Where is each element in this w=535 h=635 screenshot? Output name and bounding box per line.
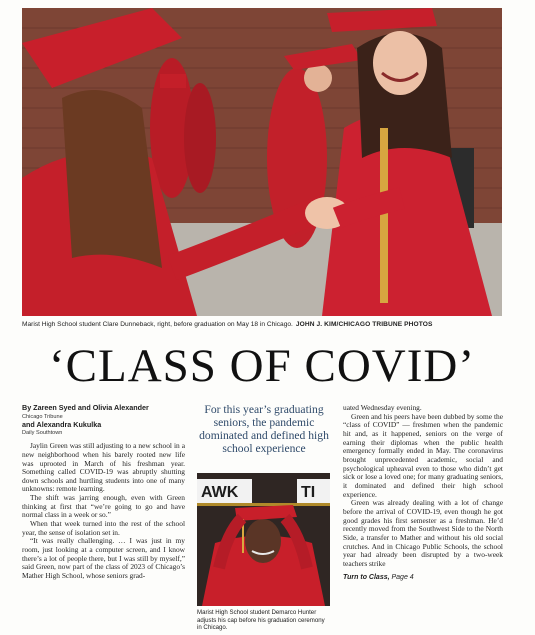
- paragraph: The shift was jarring enough, even with Green thinking at first that “we’re going to go and have normal class in a week or so.”: [22, 493, 185, 520]
- sign-text: AWK: [201, 484, 239, 501]
- lead-photo-caption-text: Marist High School student Clare Dunneback, right, before graduation on May 18 in Chicago.: [22, 321, 293, 328]
- paragraph: Jaylin Green was still adjusting to a new school in a new neighborhood when his barely rooted new life was uprooted in March of his freshman year. Something called COVID-19 was abruptly shutting down schools and hurtling students into one of many unknowns: remote learning.: [22, 441, 185, 494]
- paragraph: “It was really challenging. … I was just in my room, just looking at a computer screen, and I know there’s a lot of people there, but I was still by myself,” said Green, now part of the class of 2023 of Chicago’s Mather High School, whose seniors grad-: [22, 536, 185, 581]
- jump-line[interactable]: [343, 574, 503, 583]
- byline-authors-2: and Alexandra Kukulka: [22, 419, 102, 429]
- photo-credit: JOHN J. KIM/CHICAGO TRIBUNE PHOTOS: [295, 321, 433, 328]
- jump-page: Page 4: [391, 574, 414, 582]
- sign-text-2: TI: [301, 484, 316, 501]
- lead-photo-graduates: [22, 8, 502, 316]
- lead-photo-caption: [22, 321, 502, 328]
- deck-subheadline: For this year’s graduating seniors, the pandemic dominated and defined high school experience: [199, 403, 329, 455]
- byline-authors-1: By Zareen Syed and Olivia Alexander: [22, 403, 149, 412]
- graduate-portrait-illustration: [197, 473, 330, 606]
- article-column-1: [22, 404, 185, 581]
- graduates-illustration: [22, 8, 502, 316]
- article-column-3: [343, 404, 503, 583]
- paragraph: Green was already dealing with a lot of change before the arrival of COVID-19, even though he got good grades his first semester as a freshman. He’d recently moved from the Southwest Side to the North Side, a transfer to Mather and without his old social crutches. And in Chicago Public Schools, the school year had already been disrupted by a two-week teachers strike: [343, 498, 503, 568]
- jump-label: Turn to Class,: [343, 574, 390, 582]
- byline-affiliation-2: Daily Southtown: [22, 430, 63, 437]
- byline-affiliation-1: Chicago Tribune: [22, 413, 63, 420]
- paragraph: uated Wednesday evening.: [343, 403, 422, 412]
- paragraph: When that week turned into the rest of the school year, the sense of isolation set in.: [22, 519, 185, 537]
- inset-photo-caption: Marist High School student Demarco Hunter adjusts his cap before his graduation ceremony in Chicago.: [197, 609, 325, 632]
- inset-photo-demarco-hunter: [197, 473, 330, 606]
- headline: ‘CLASS OF COVID’: [49, 340, 475, 392]
- paragraph: Green and his peers have been dubbed by some the “class of COVID” — freshmen when the pandemic hit and, as it happened, seniors on the verge of earning their diplomas when the public health emergency formally ended in May. The coronavirus brought unprecedented academic, social and psychological upheaval even to those who didn’t get sick or lose a loved one; for many graduating seniors, it dominated and defined their high school experience.: [343, 411, 503, 499]
